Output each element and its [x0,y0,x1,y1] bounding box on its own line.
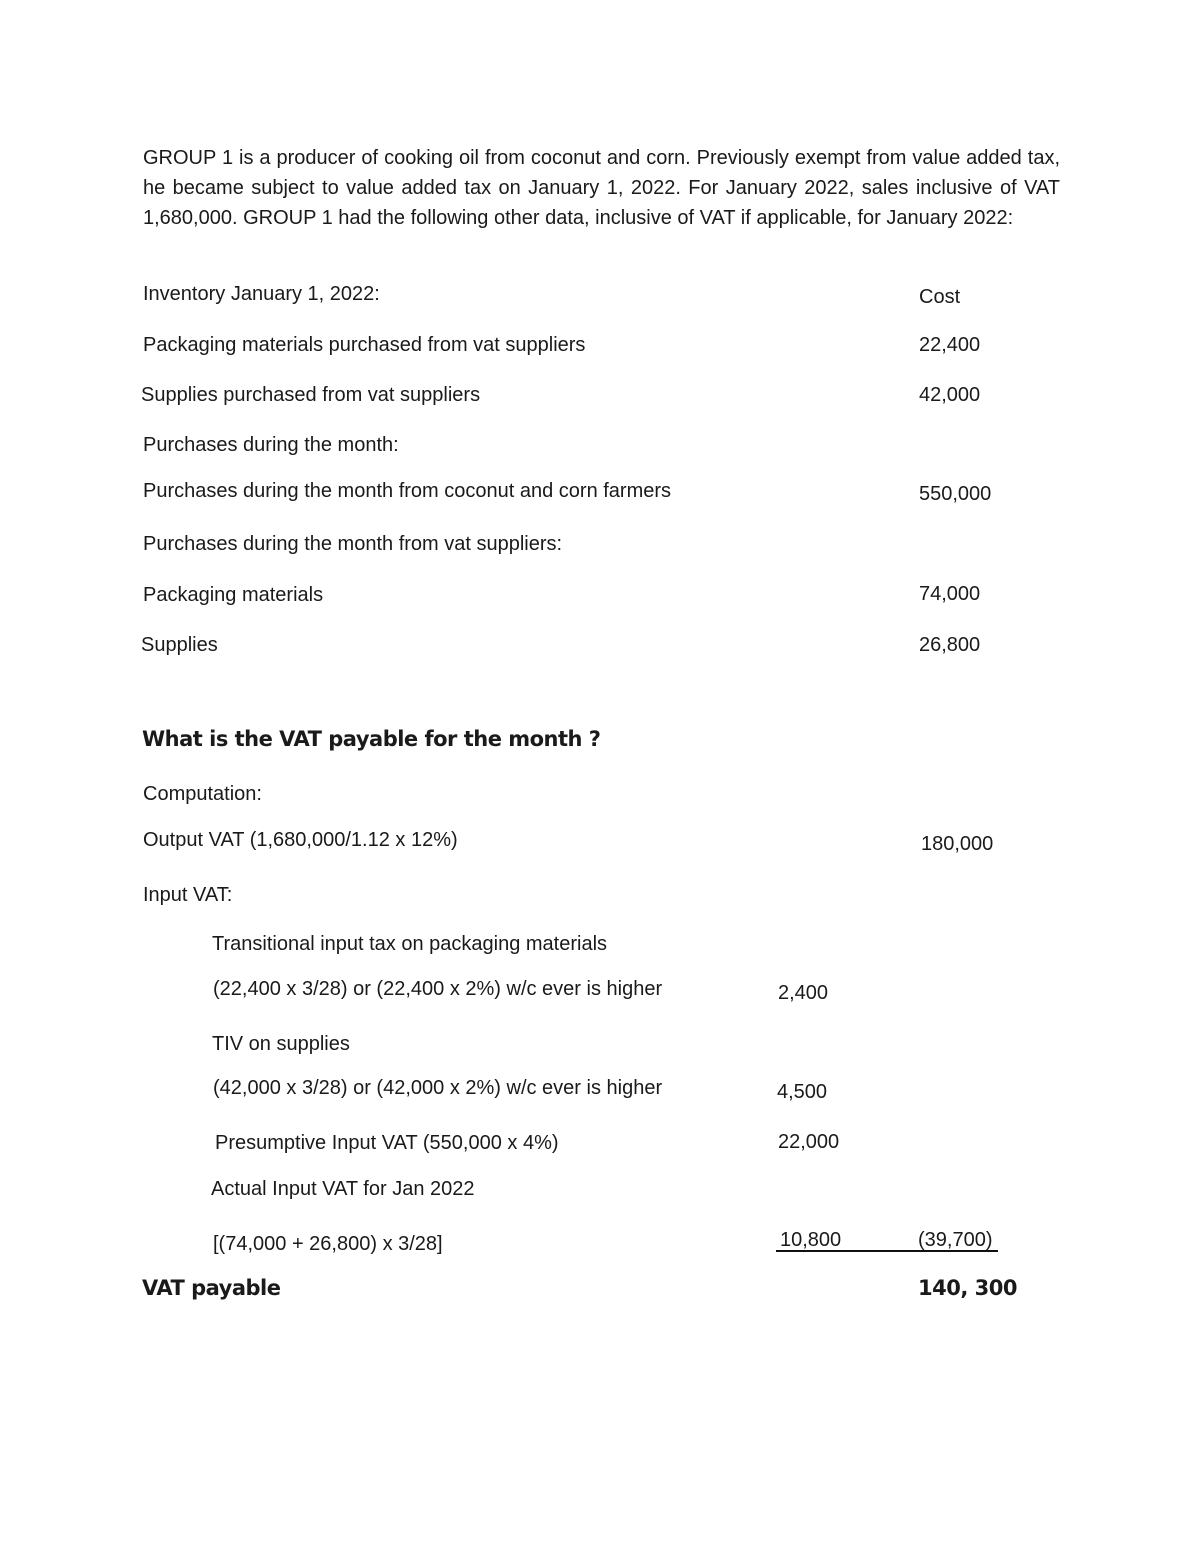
question-heading: What is the VAT payable for the month ? [142,727,601,751]
purchases-vat-heading: Purchases during the month from vat suppliers: [143,533,563,555]
tiv-label: TIV on supplies [212,1033,350,1055]
purchases-farmers-label: Purchases during the month from coconut and corn farmers [143,480,672,502]
purchases-farmers-value: 550,000 [919,483,992,505]
cost-column-label: Cost [919,286,961,308]
subtotal-underline [776,1250,998,1252]
inventory-supplies-value: 42,000 [919,384,981,406]
inventory-packaging-label: Packaging materials purchased from vat suppliers [143,334,586,356]
actual-value: 10,800 [780,1229,842,1251]
input-vat-heading: Input VAT: [143,884,233,906]
transitional-label: Transitional input tax on packaging materials [212,933,608,955]
computation-heading: Computation: [143,783,262,805]
purchases-heading: Purchases during the month: [143,434,399,456]
inventory-heading: Inventory January 1, 2022: [143,283,380,305]
purchases-packaging-value: 74,000 [919,583,981,605]
transitional-value: 2,400 [778,982,829,1004]
purchases-packaging-label: Packaging materials [143,584,324,606]
output-vat-label: Output VAT (1,680,000/1.12 x 12%) [143,829,458,851]
purchases-supplies-label: Supplies [141,634,218,656]
presumptive-label: Presumptive Input VAT (550,000 x 4%) [215,1132,559,1154]
vat-payable-value: 140, 300 [918,1276,1017,1300]
total-input-vat-value: (39,700) [918,1229,993,1251]
actual-formula: [(74,000 + 26,800) x 3/28] [213,1233,443,1255]
tiv-value: 4,500 [777,1081,828,1103]
vat-payable-label: VAT payable [142,1276,281,1300]
inventory-packaging-value: 22,400 [919,334,981,356]
presumptive-value: 22,000 [778,1131,840,1153]
output-vat-value: 180,000 [921,833,994,855]
inventory-supplies-label: Supplies purchased from vat suppliers [141,384,481,406]
transitional-formula: (22,400 x 3/28) or (22,400 x 2%) w/c ever is higher [213,978,663,1000]
actual-label: Actual Input VAT for Jan 2022 [211,1178,475,1200]
intro-paragraph: GROUP 1 is a producer of cooking oil from coconut and corn. Previously exempt from value added tax, he became subject to value added tax on January 1, 2022. For January 2022, sales inclusive of VAT 1,680,000. GROUP 1 had the following other data, inclusive of VAT if applicable, for January 2022: [143,147,1060,229]
tiv-formula: (42,000 x 3/28) or (42,000 x 2%) w/c ever is higher [213,1077,663,1099]
purchases-supplies-value: 26,800 [919,634,981,656]
